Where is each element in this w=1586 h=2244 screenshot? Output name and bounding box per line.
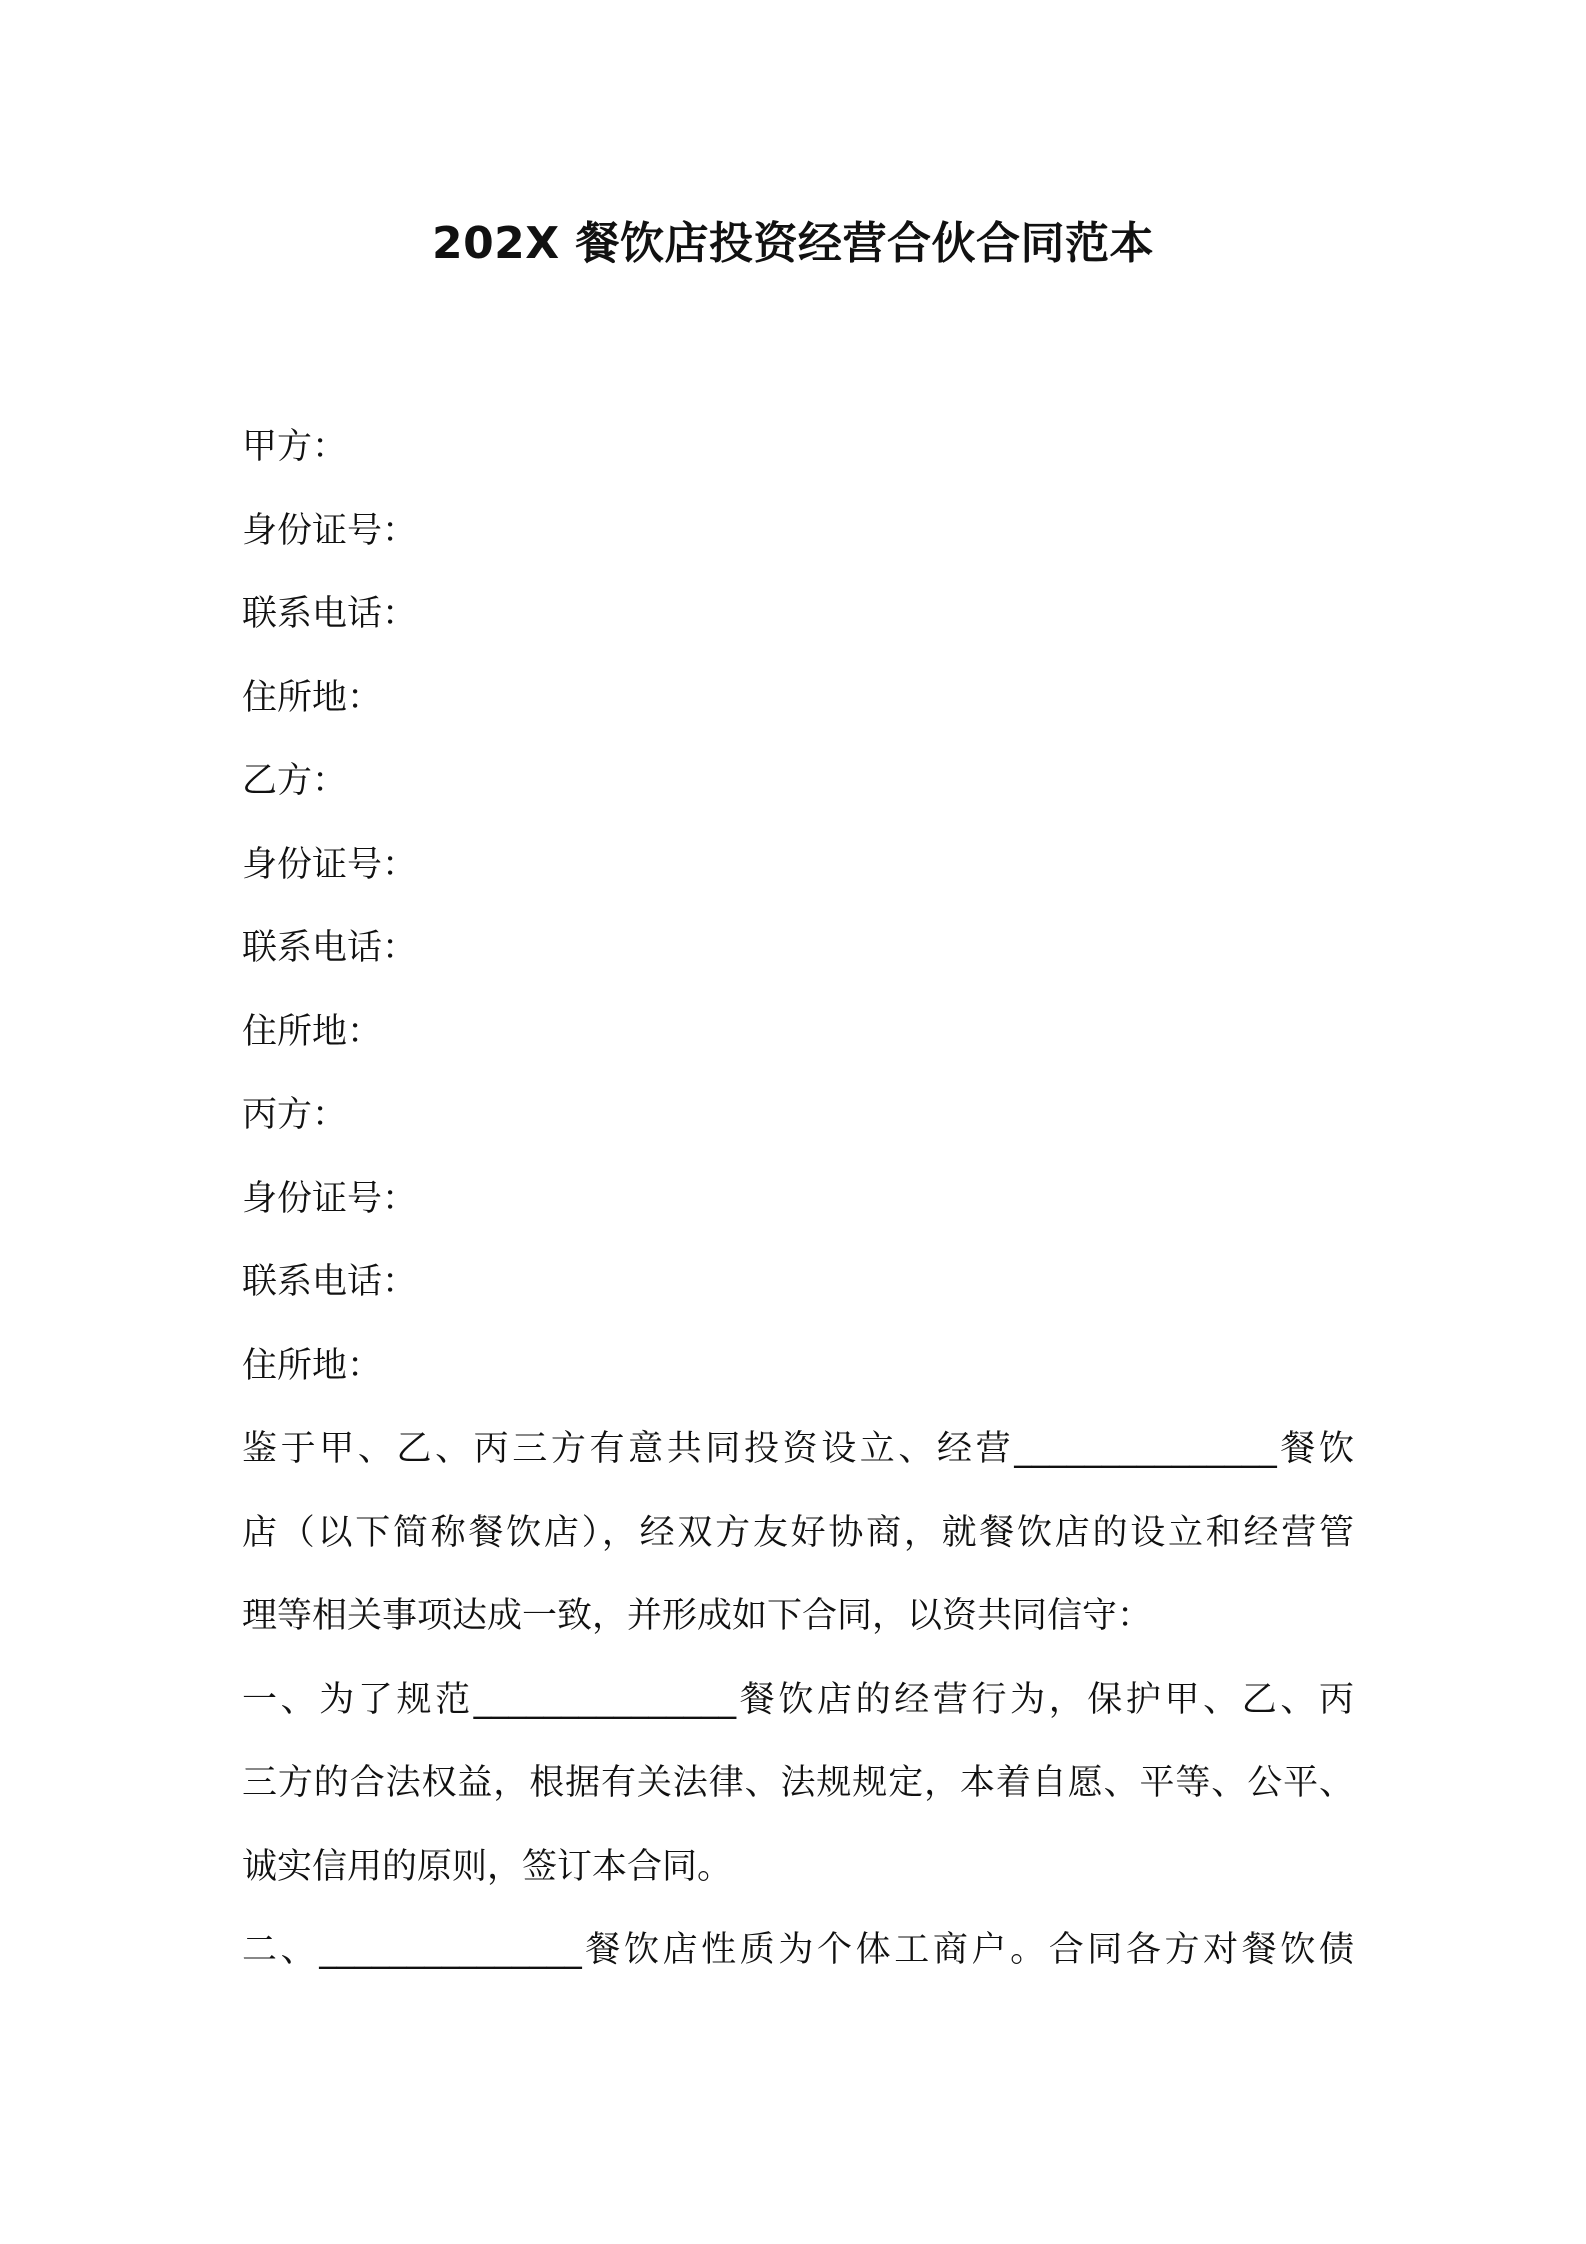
paragraph-line: 鉴于甲、乙、丙三方有意共同投资设立、经营_______________餐饮 [242,1429,1354,1469]
clause-1-paragraph [242,1659,1354,1910]
paragraph-line: 店（以下简称餐饮店），经双方友好协商，就餐饮店的设立和经营管 [242,1512,1354,1553]
paragraph-line: 诚实信用的原则，签订本合同。 [242,1846,733,1887]
party-b-label: 乙方： [242,761,348,801]
party-c-label: 丙方： [242,1095,348,1135]
party-c-id-label: 身份证号： [242,1178,418,1219]
paragraph-line: 二、_______________餐饮店性质为个体工商户。合同各方对餐饮债 [242,1930,1354,1970]
party-a-label: 甲方： [242,427,348,467]
party-c-phone-label: 联系电话： [242,1262,418,1302]
party-b-phone-label: 联系电话： [242,928,418,968]
party-a-id-label: 身份证号： [242,510,418,551]
party-c-address-label: 住所地： [242,1345,383,1386]
party-a-phone-label: 联系电话： [242,594,418,634]
preamble-paragraph [242,1408,1354,1659]
clause-2-paragraph [242,1909,1354,1993]
paragraph-line: 三方的合法权益，根据有关法律、法规规定，本着自愿、平等、公平、 [242,1763,1354,1803]
party-a-address-label: 住所地： [242,677,383,718]
page-title: 202X 餐饮店投资经营合伙合同范本 [431,218,1155,269]
contract-body [242,406,1354,1993]
paragraph-line: 一、为了规范_______________餐饮店的经营行为，保护甲、乙、丙 [242,1679,1354,1720]
party-b-address-label: 住所地： [242,1011,383,1052]
party-b-id-label: 身份证号： [242,844,418,885]
paragraph-line: 理等相关事项达成一致，并形成如下合同，以资共同信守： [242,1596,1153,1636]
